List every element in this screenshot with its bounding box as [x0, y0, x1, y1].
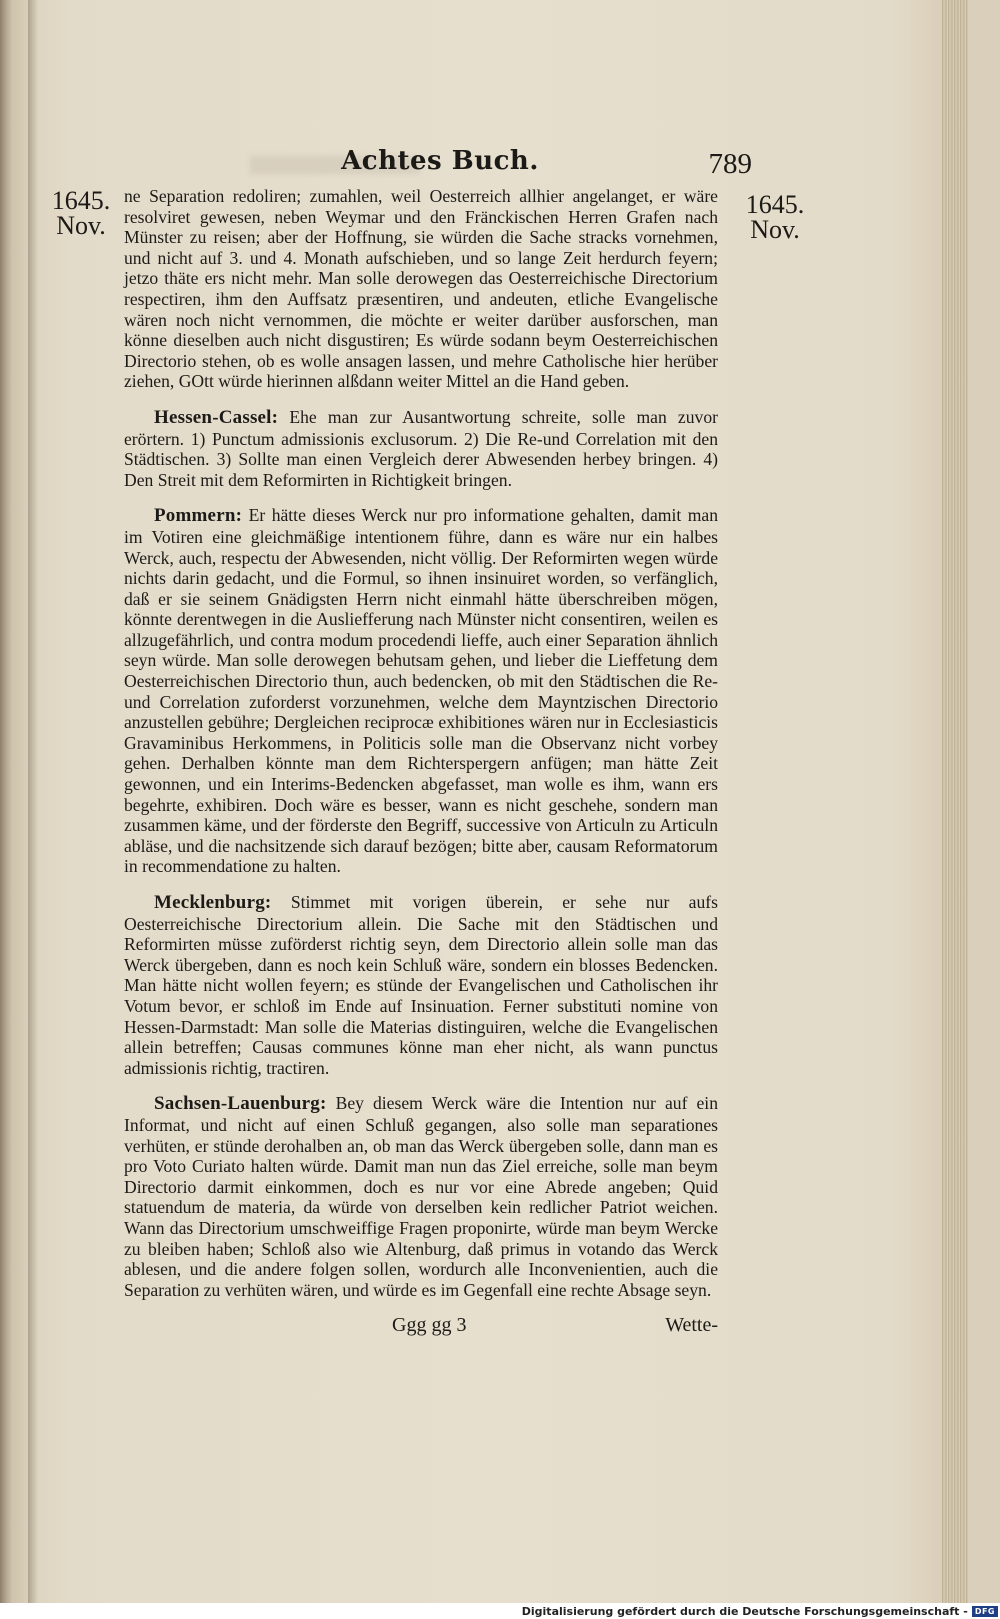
catchword: Wette- — [665, 1314, 718, 1336]
left-margin-month: Nov. — [56, 211, 106, 240]
speaker-label: Pommern: — [154, 505, 243, 527]
paragraph-mecklenburg — [124, 892, 718, 1078]
left-margin-year: 1645. — [51, 186, 111, 215]
page-gutter-shadow — [28, 0, 38, 1603]
speaker-label: Sachsen-Lauenburg: — [154, 1093, 327, 1115]
dfg-logo: DFG — [972, 1606, 998, 1617]
paragraph-continuation — [124, 186, 718, 392]
funding-notice: Digitalisierung gefördert durch die Deutsche Forschungsgemeinschaft - — [521, 1604, 968, 1618]
speaker-label: Hessen-Cassel: — [154, 406, 279, 428]
page-number: 789 — [708, 148, 752, 180]
left-margin-date — [44, 188, 118, 238]
page-edge — [942, 0, 968, 1603]
paragraph-text: ne Separation redoliren; zumahlen, weil Oesterreich allhier angelanget, er wäre resolviret gewesen, neben Weymar und den Fränckischen Herren Grafen nach Münster zu reisen; aber der Hoffnung, sie würden die Sache stracks vornehmen, und nicht auf 3. und 4. Monath aufschieben, und so lange Zeit herdurch feyern; jetzo thäte ers nicht mehr. Man solle derowegen das Oesterreichische Directorium respectiren, ihm den Auffsatz præsentiren, und andeuten, etliche Evangelische wären noch nicht vernommen, die möchte er weiter darüber ausforschen, man könne dieselben auch nicht disgustiren; Es würde sodann beym Oesterreichischen Directorio stehen, ob es wolle ansagen lassen, und mehre Catholische hier herüber ziehen, GOtt würde hierinnen alßdann weiter Mittel an die Hand geben. — [124, 186, 718, 392]
viewer-footer — [0, 1603, 1000, 1618]
page-body — [124, 186, 718, 1300]
paragraph-text: Ehe man zur Ausantwortung schreite, solle man zuvor erörtern. 1) Punctum admissionis exclusorum. 2) Die Re-und Correlation mit den Städtischen. 3) Sollte man einen Vergleich derer Abwesenden herbey bringen. 4) Den Streit mit dem Reformirten in Richtigkeit bringen. — [124, 406, 718, 490]
printer-signature: Ggg gg 3 — [392, 1314, 467, 1336]
paragraph-text: Stimmet mit vorigen überein, er sehe nur aufs Oesterreichische Directorium allein. Die Sache mit den Städtischen und Reformirten müsse zuförderst richtig seyn, dem Directorio allein solle man das Werck übergeben, dann es noch kein Schluß wäre, sondern ein blosses Bedencken. Man hätte nicht wollen feyern; es stünde der Evangelischen und Catholischen ihr Votum bevor, er schloß im Ende auf Insinuation. Ferner substituti nomine von Hessen-Darmstadt: Man solle die Materias distinguiren, welche die Evangelischen allein betreffen; Causas communes könne man eher nicht, als wann punctus admissionis richtig, tractiren. — [124, 892, 718, 1078]
paragraph-pommern — [124, 505, 718, 877]
right-margin-date — [738, 192, 812, 242]
right-margin-year: 1645. — [745, 190, 805, 219]
paragraph-text: Bey diesem Werck wäre die Intention nur auf ein Informat, und nicht auf einen Schluß gegangen, also solle man separationes verhüten, er stünde derohalben an, ob man das Werck übergeben solle, dann man es pro Voto Curiato halten würde. Damit man nun das Ziel erreiche, solle man beym Directorio darmit einkommen, doch es nur vor eine Abrede angeben; Quid statuendum de materia, da würde von derselben kein redlicher Patriot weichen. Wann das Directorium umschweiffige Fragen proponirte, würde man beym Wercke zu bleiben haben; Schloß also wie Altenburg, daß primus in votando das Werck ablesen, und die andere folgen sollen, wordurch alle Inconvenientien, auch die Separation zu verhüten wären, und würde es im Gegenfall eine rechte Absage seyn. — [124, 1093, 718, 1300]
paragraph-sachsen-lauenburg — [124, 1093, 718, 1300]
paragraph-text: Er hätte dieses Werck nur pro informatione gehalten, damit man im Votiren eine gleichmäßige intentionem führe, dann es wäre nur ein halbes Werck, auch, respectu der Abwesenden, nicht völlig. Der Reformirten wegen würde nichts darin gedacht, und die Formul, so ihnen insinuiret worden, so verfänglich, daß er sie seinem Gnädigsten Herrn nicht einmahl hätte überschreiben mögen, könnte derentwegen in die Ausliefferung nach Münster nicht consentiren, weilen es allzugefährlich, und contra modum procedendi lieffe, auch einer Separation ähnlich seyn würde. Man solle derowegen behutsam gehen, und lieber die Lieffetung dem Oesterreichischen Directorio thun, auch bedencken, ob mit den Städtischen die Re-und Correlation zuforderst vorzunehmen, welche dem Mayntzischen Directorio anzustellen gebühre; Dergleichen reciprocæ exhibitiones wären nur in Ecclesiasticis Gravaminibus Herkommens, in Politicis solle man die Observanz nicht vorbey gehen. Derhalben könnte man dem Richterspergern anfügen; man hätte Zeit gewonnen, und ein Interims-Bedencken abgefasset, man wolle es ihm, wann ers begehrte, exhibiren. Doch wäre es besser, wann es nicht geschehe, sondern man zusammen käme, und der förderste den Begriff, successive von Articuln zu Articuln abläse, und die nachsitzende sich darauf bezögen; bitte aber, causam Reformatorum in recommendatione zu halten. — [124, 505, 718, 877]
right-margin-month: Nov. — [750, 215, 800, 244]
running-head: Achtes Buch. — [341, 146, 539, 176]
speaker-label: Mecklenburg: — [154, 892, 272, 913]
paragraph-hessen-cassel — [124, 407, 718, 490]
signature-line — [124, 1314, 718, 1340]
